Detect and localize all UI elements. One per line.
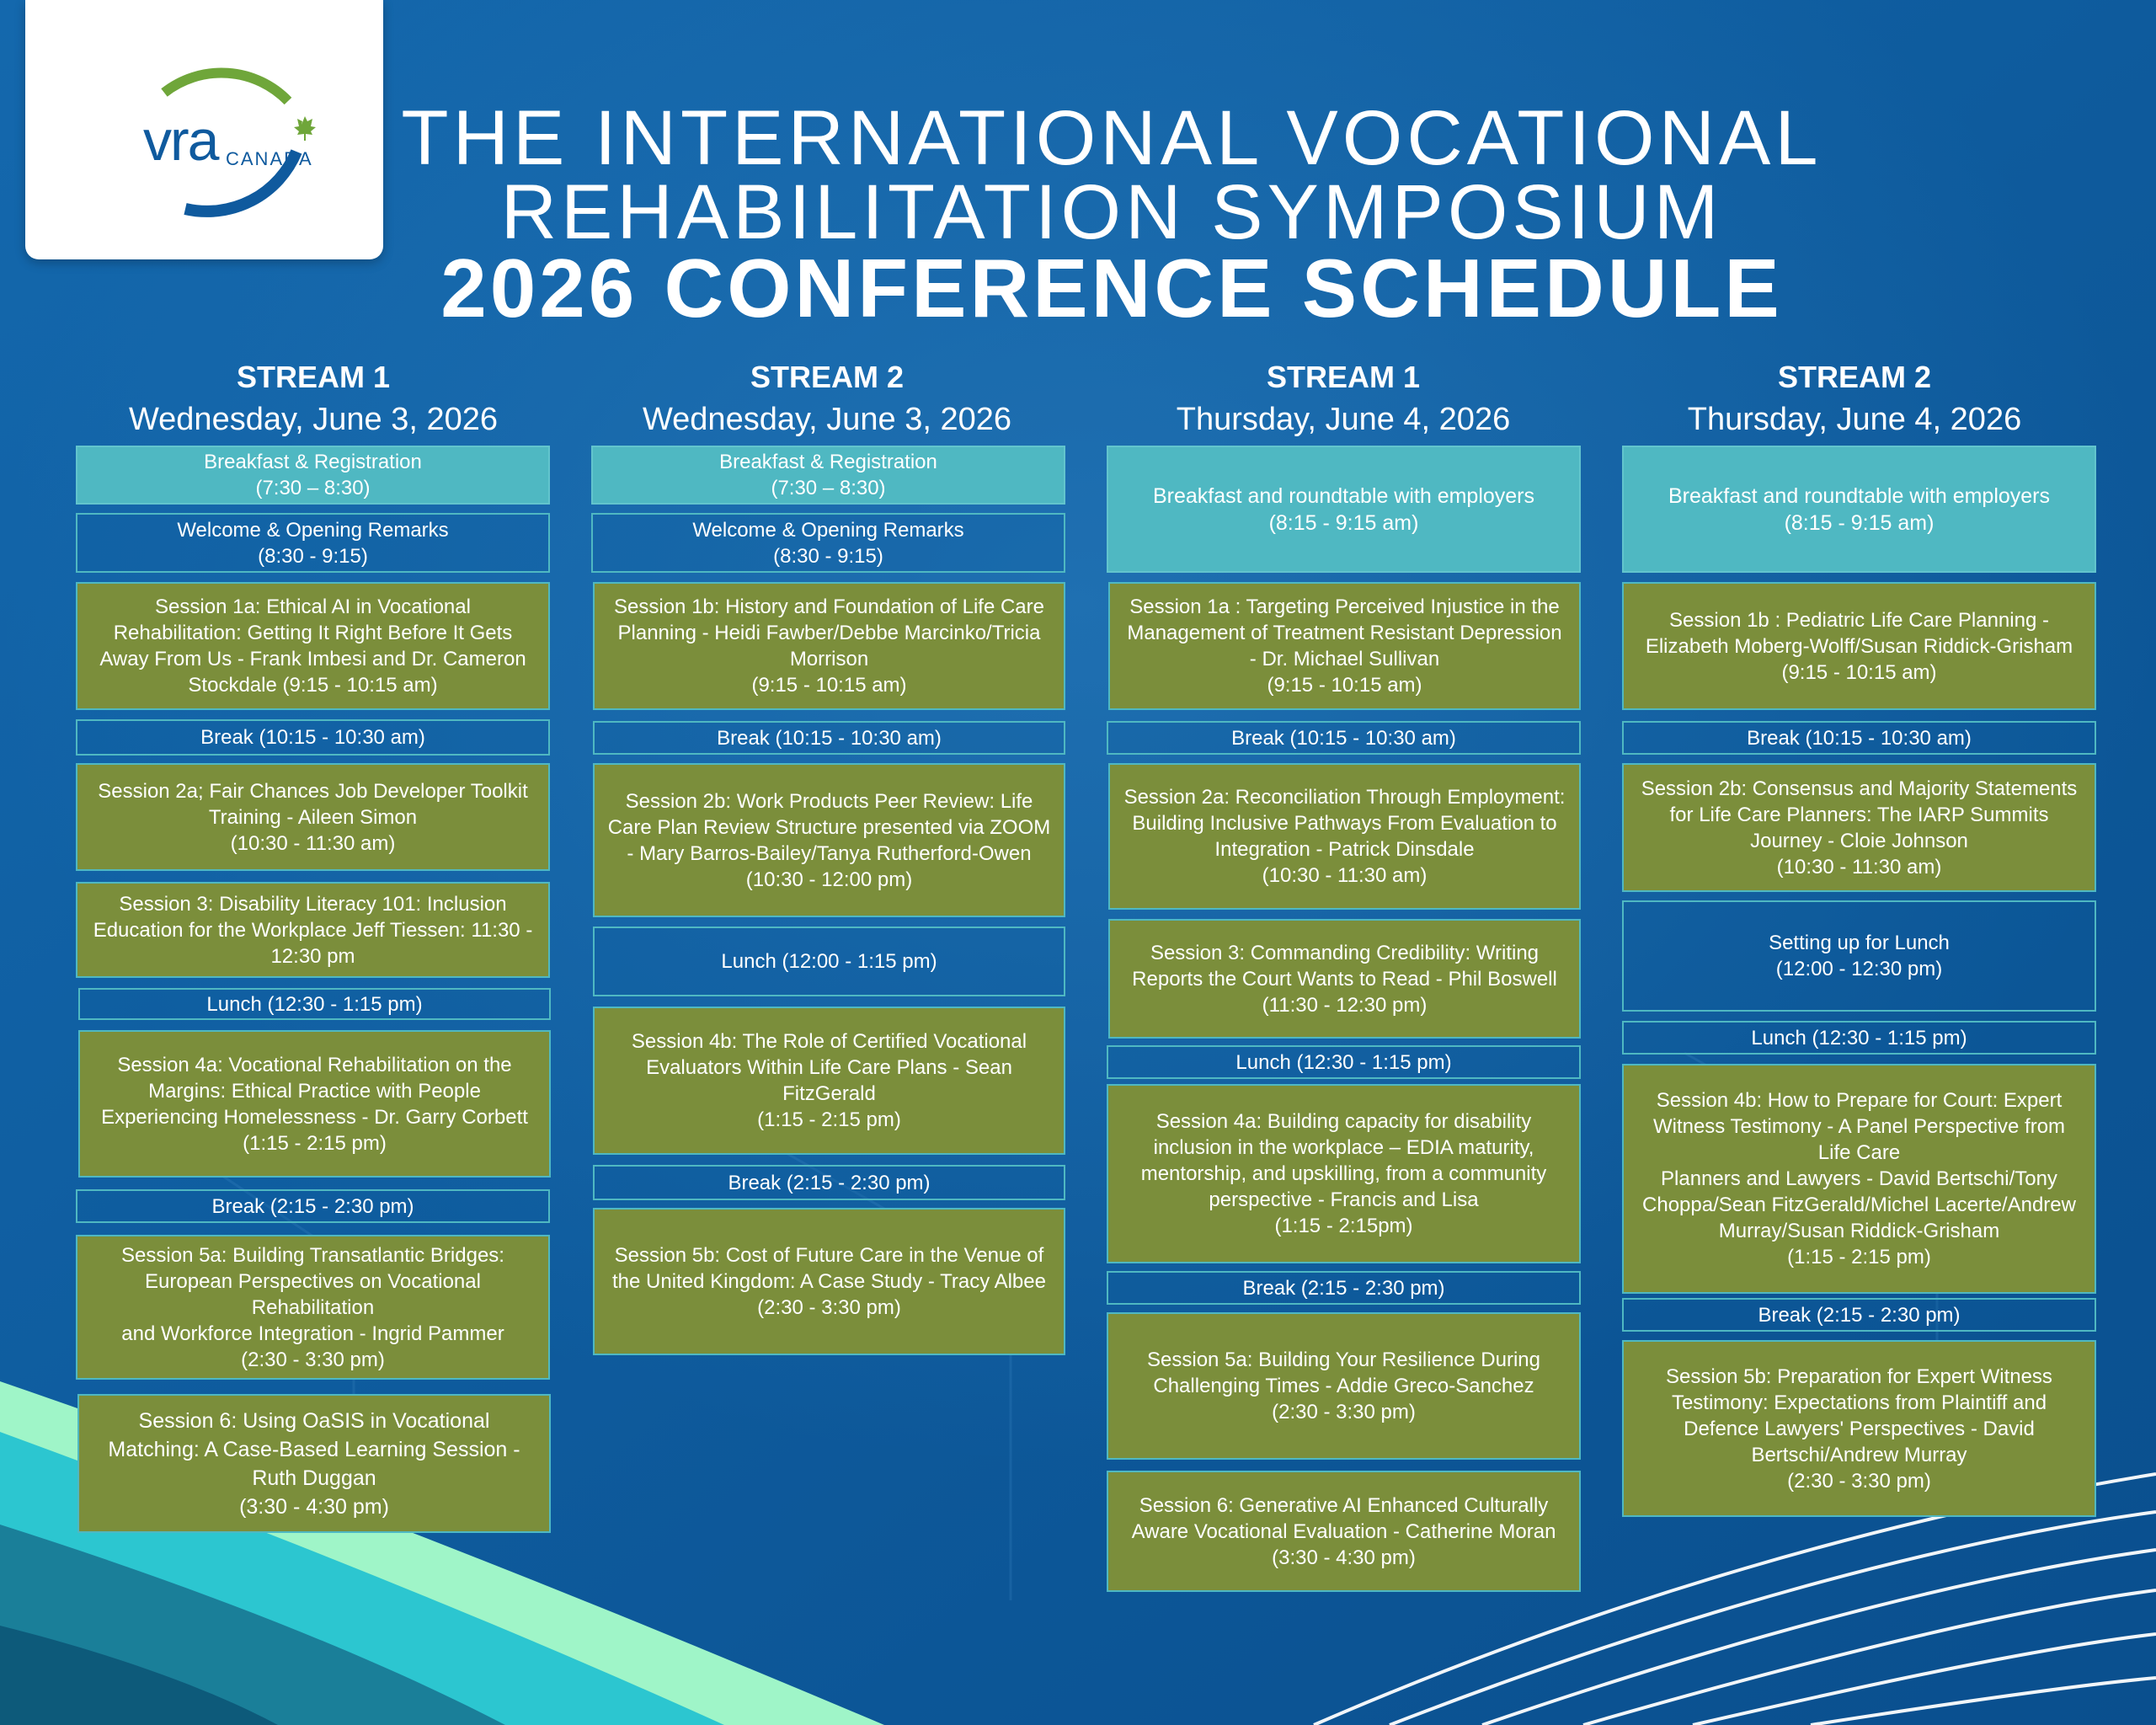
title-line-1: THE INTERNATIONAL VOCATIONAL	[401, 95, 1822, 181]
date-label: Wednesday, June 3, 2026	[128, 402, 499, 437]
block-title-continued: and Workforce Integration - Ingrid Pammer	[121, 1322, 504, 1345]
block-time: (2:30 - 3:30 pm)	[1787, 1469, 1931, 1493]
block-time: (9:15 - 10:15 am)	[751, 674, 907, 697]
stream-label: STREAM 2	[750, 360, 905, 394]
session-block	[593, 763, 1065, 917]
date-label: Thursday, June 4, 2026	[1687, 402, 2022, 437]
block-title: Session 3: Commanding Credibility: Writing Reports the Court Wants to Read - Phil Boswell	[1132, 941, 1557, 991]
block-time: (10:30 - 12:00 pm)	[745, 868, 913, 891]
lunch-block	[1107, 1045, 1581, 1079]
block-time: (1:15 - 2:15 pm)	[757, 1108, 901, 1131]
block-title: Session 1a: Ethical AI in Vocational Rehabilitation: Getting It Right Before It Gets Away From Us - Frank Imbesi and Dr. Cameron Stockdale (9:15 - 10:15 am)	[99, 595, 526, 697]
session-block	[76, 582, 550, 710]
schedule-block	[76, 513, 550, 573]
logo-subtext: CANADA	[226, 148, 313, 169]
break-block	[1107, 1271, 1581, 1305]
session-block	[1622, 582, 2096, 710]
column-header-2	[583, 359, 1071, 443]
block-title: Session 5b: Preparation for Expert Witness Testimony: Expectations from Plaintiff and Defence Lawyers' Perspectives - David Bertschi/Andrew Murray	[1666, 1365, 2052, 1466]
block-title: Session 1a : Targeting Perceived Injustice in the Management of Treatment Resistant Depression - Dr. Michael Sullivan	[1127, 595, 1562, 670]
block-time: (12:00 - 12:30 pm)	[1775, 958, 1943, 980]
block-title: Lunch (12:30 - 1:15 pm)	[206, 992, 423, 1016]
block-title: Session 2b: Consensus and Majority Statements for Life Care Planners: The IARP Summits Journey - Cloie Johnson	[1641, 777, 2078, 852]
logo-wordmark: vra	[143, 109, 218, 173]
session-block	[1108, 763, 1581, 910]
column-header-3	[1099, 359, 1588, 443]
schedule-block	[1622, 900, 2096, 1012]
block-title: Setting up for Lunch	[1769, 932, 1950, 954]
column-header-1	[69, 359, 558, 443]
session-block	[1107, 1471, 1581, 1592]
session-block	[78, 1030, 551, 1178]
session-block	[1622, 1064, 2096, 1294]
session-block	[77, 1394, 551, 1533]
block-title: Lunch (12:30 - 1:15 pm)	[1235, 1050, 1452, 1074]
session-block	[76, 882, 550, 978]
schedule-block	[1622, 446, 2096, 573]
block-time: (1:15 - 2:15pm)	[1274, 1215, 1413, 1237]
session-block	[593, 582, 1065, 710]
block-title: Session 2a: Reconciliation Through Employment: Building Inclusive Pathways From Evaluation to Integration - Patrick Dinsdale	[1123, 786, 1566, 861]
break-block	[593, 1165, 1065, 1200]
stream-label: STREAM 1	[1266, 360, 1421, 394]
block-title: Session 1b: History and Foundation of Life Care Planning - Heidi Fawber/Debbe Marcinko/Tricia Morrison	[614, 595, 1044, 670]
block-time: (2:30 - 3:30 pm)	[1272, 1401, 1416, 1423]
block-title: Lunch (12:30 - 1:15 pm)	[1751, 1026, 1967, 1049]
vra-canada-logo	[25, 0, 383, 259]
break-block	[593, 721, 1065, 755]
session-block	[1108, 582, 1581, 710]
block-title: Breakfast & Registration	[204, 451, 422, 473]
block-title: Break (2:15 - 2:30 pm)	[728, 1171, 931, 1194]
block-title: Session 4a: Building capacity for disability inclusion in the workplace – EDIA maturity, mentorship, and upskilling, from a community perspective - Francis and Lisa	[1140, 1110, 1547, 1211]
break-block	[76, 719, 550, 756]
block-time: (8:30 - 9:15)	[773, 544, 883, 568]
logo-green-arc	[164, 72, 288, 101]
block-time: (1:15 - 2:15 pm)	[1787, 1246, 1931, 1268]
title-line-3: 2026 CONFERENCE SCHEDULE	[440, 242, 1783, 334]
block-time: (10:30 - 11:30 am)	[1776, 855, 1942, 879]
block-time: (11:30 - 12:30 pm)	[1262, 993, 1428, 1017]
block-time: (3:30 - 4:30 pm)	[1272, 1546, 1416, 1569]
stream-label: STREAM 2	[1777, 360, 1932, 394]
block-title: Session 6: Using OaSIS in Vocational Matching: A Case-Based Learning Session - Ruth Duggan	[108, 1408, 520, 1490]
block-title: Break (2:15 - 2:30 pm)	[1242, 1276, 1445, 1300]
block-title: Session 1b : Pediatric Life Care Planning - Elizabeth Moberg-Wolff/Susan Riddick-Grisham	[1645, 608, 2073, 658]
block-title: Session 5a: Building Transatlantic Bridges: European Perspectives on Vocational Rehabilitation	[121, 1243, 504, 1319]
block-title-continued: Planners and Lawyers - David Bertschi/Tony Choppa/Sean FitzGerald/Michel Lacerte/Andrew Murray/Susan Riddick-Grisham	[1642, 1167, 2076, 1242]
date-label: Thursday, June 4, 2026	[1176, 402, 1511, 437]
session-block	[593, 1007, 1065, 1155]
block-title: Session 5a: Building Your Resilience During Challenging Times - Addie Greco-Sanchez	[1147, 1348, 1540, 1397]
session-block	[593, 1208, 1065, 1355]
block-title: Session 6: Generative AI Enhanced Culturally Aware Vocational Evaluation - Catherine Moran	[1131, 1493, 1556, 1543]
lunch-block	[1622, 1021, 2096, 1055]
block-time: (2:30 - 3:30 pm)	[757, 1296, 901, 1319]
block-title: Session 4b: How to Prepare for Court: Expert Witness Testimony - A Panel Perspective from Life Care	[1652, 1089, 2066, 1164]
session-block	[76, 1235, 550, 1380]
block-time: (1:15 - 2:15 pm)	[243, 1131, 387, 1155]
title-line-2: REHABILITATION SYMPOSIUM	[500, 169, 1723, 255]
block-title: Session 2a; Fair Chances Job Developer Toolkit Training - Aileen Simon	[98, 779, 528, 829]
block-title: Lunch (12:00 - 1:15 pm)	[721, 950, 937, 973]
block-time: (10:30 - 11:30 am)	[230, 831, 396, 855]
block-title: Break (10:15 - 10:30 am)	[1747, 726, 1972, 750]
block-time: (9:15 - 10:15 am)	[1267, 674, 1422, 697]
block-title: Session 4a: Vocational Rehabilitation on the Margins: Ethical Practice with People Experiencing Homelessness - Dr. Garry Corbett	[101, 1053, 528, 1129]
stream-label: STREAM 1	[236, 360, 391, 394]
block-time: (2:30 - 3:30 pm)	[241, 1348, 385, 1371]
maple-leaf-icon	[294, 116, 316, 141]
block-time: (7:30 – 8:30)	[771, 477, 886, 499]
block-title: Breakfast and roundtable with employers	[1152, 483, 1535, 508]
block-time: (9:15 - 10:15 am)	[1781, 660, 1937, 684]
session-block	[1622, 763, 2096, 892]
session-block	[1108, 919, 1581, 1039]
block-title: Session 2b: Work Products Peer Review: Life Care Plan Review Structure presented via ZOOM - Mary Barros-Bailey/Tanya Rutherford-Owen	[607, 789, 1051, 865]
block-title: Welcome & Opening Remarks	[692, 518, 964, 542]
block-time: (8:15 - 9:15 am)	[1784, 510, 1935, 535]
block-title: Welcome & Opening Remarks	[177, 518, 449, 542]
block-title: Breakfast and roundtable with employers	[1668, 483, 2051, 508]
block-time: (3:30 - 4:30 pm)	[239, 1494, 389, 1519]
block-title: Session 3: Disability Literacy 101: Inclusion Education for the Workplace Jeff Tiessen: 11:30 - 12:30 pm	[93, 892, 533, 968]
date-label: Wednesday, June 3, 2026	[642, 402, 1012, 437]
column-header-4	[1610, 359, 2099, 443]
block-title: Break (10:15 - 10:30 am)	[200, 726, 425, 749]
session-block	[76, 763, 550, 871]
block-title: Break (2:15 - 2:30 pm)	[211, 1194, 414, 1218]
schedule-block	[591, 446, 1065, 505]
session-block	[1107, 1312, 1581, 1460]
lunch-block	[78, 988, 551, 1020]
schedule-block	[76, 446, 550, 505]
block-title: Session 4b: The Role of Certified Vocational Evaluators Within Life Care Plans - Sean FitzGerald	[631, 1030, 1027, 1105]
block-title: Break (10:15 - 10:30 am)	[1231, 726, 1456, 750]
break-block	[1107, 721, 1581, 755]
session-block	[1107, 1084, 1581, 1263]
block-title: Session 5b: Cost of Future Care in the Venue of the United Kingdom: A Case Study - Tracy Albee	[612, 1244, 1046, 1293]
break-block	[76, 1189, 550, 1223]
break-block	[1622, 721, 2096, 755]
block-title: Break (10:15 - 10:30 am)	[717, 726, 942, 750]
break-block	[1622, 1298, 2096, 1332]
lunch-block	[593, 927, 1065, 996]
block-time: (8:15 - 9:15 am)	[1268, 510, 1419, 535]
session-block	[1622, 1340, 2096, 1517]
block-time: (10:30 - 11:30 am)	[1262, 864, 1428, 887]
schedule-block	[1107, 446, 1581, 573]
block-title: Break (2:15 - 2:30 pm)	[1758, 1303, 1961, 1327]
block-time: (7:30 – 8:30)	[255, 477, 371, 499]
schedule-block	[591, 513, 1065, 573]
block-title: Breakfast & Registration	[719, 451, 937, 473]
block-time: (8:30 - 9:15)	[258, 544, 368, 568]
